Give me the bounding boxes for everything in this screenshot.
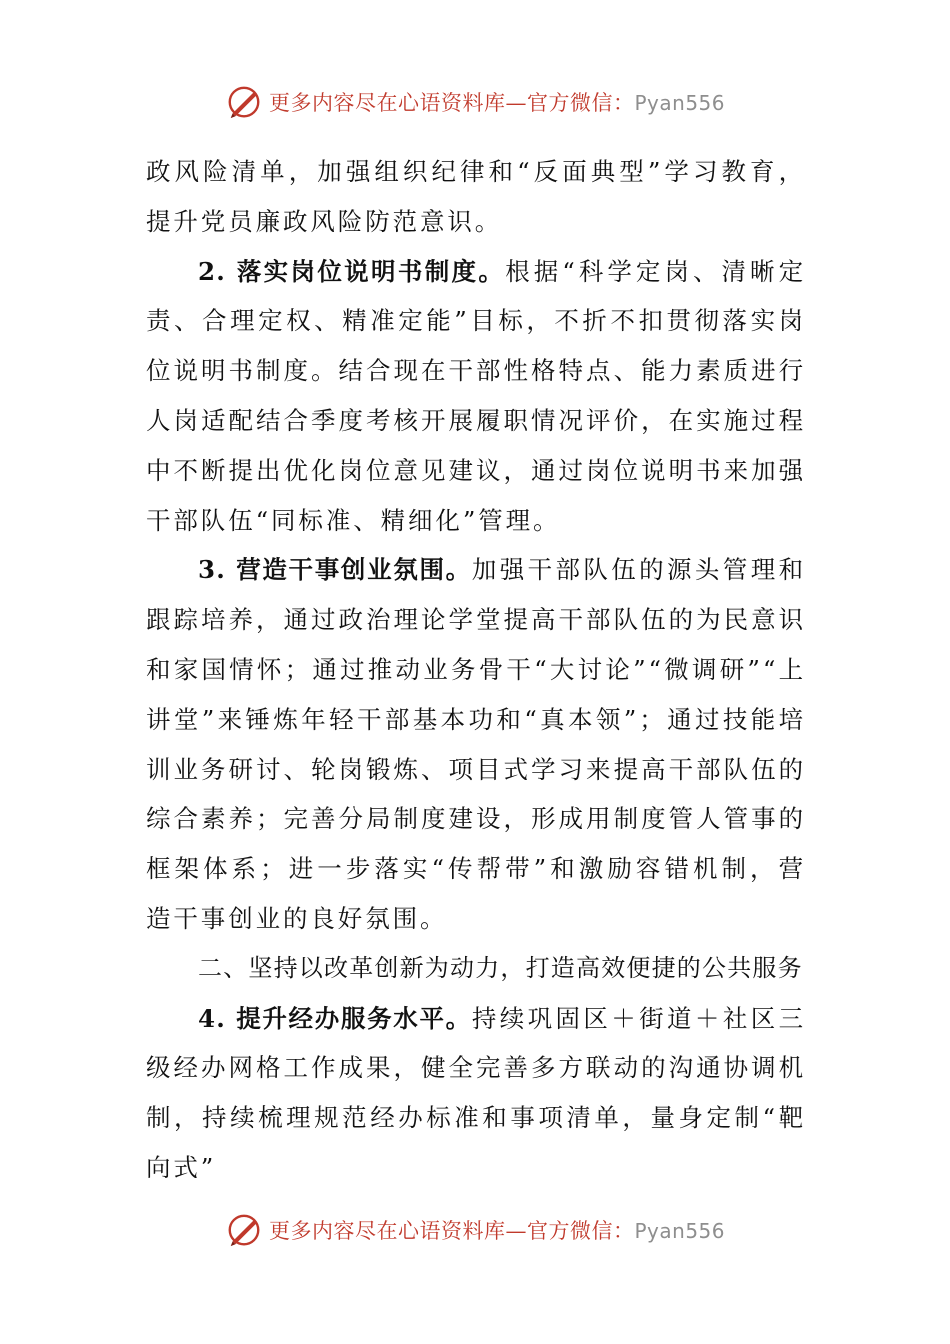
banner-text xyxy=(269,87,725,117)
banner-text xyxy=(269,1215,725,1245)
paragraph-item-3 xyxy=(146,545,806,943)
footer-banner xyxy=(0,1210,950,1250)
paragraph-text: 根据“科学定岗、清晰定责、合理定权、精准定能”目标，不折不扣贯彻落实岗位说明书制度。结合现在干部性格特点、能力素质进行人岗适配结合季度考核开展履职情况评价，在实施过程中不断提出优化岗位意见建议，通过岗位说明书来加强干部队伍“同标准、精细化”管理。 xyxy=(146,256,806,535)
pen-logo-icon xyxy=(225,83,263,121)
paragraph-text: 加强干部队伍的源头管理和跟踪培养，通过政治理论学堂提高干部队伍的为民意识和家国情怀；通过推动业务骨干“大讨论”“微调研”“上讲堂”来锤炼年轻干部基本功和“真本领”；通过技能培训业务研讨、轮岗锻炼、项目式学习来提高干部队伍的综合素养；完善分局制度建设，形成用制度管人管事的框架体系；进一步落实“传帮带”和激励容错机制，营造干事创业的良好氛围。 xyxy=(146,555,806,933)
document-body xyxy=(146,147,806,1193)
paragraph-text: 持续巩固区＋街道＋社区三级经办网格工作成果，健全完善多方联动的沟通协调机制，持续梳理规范经办标准和事项清单，量身定制“靶向式” xyxy=(146,1003,806,1182)
paragraph-text: 政风险清单，加强组织纪律和“反面典型”学习教育，提升党员廉政风险防范意识。 xyxy=(146,157,806,236)
pen-logo-icon xyxy=(225,1211,263,1249)
banner-slogan: 更多内容尽在心语资料库—官方微信： xyxy=(268,1219,635,1243)
paragraph-lead: 2. 落实岗位说明书制度。 xyxy=(198,256,506,286)
paragraph-item-2 xyxy=(146,247,806,546)
paragraph-lead: 3. 营造干事创业氛围。 xyxy=(198,555,472,585)
header-banner xyxy=(0,82,950,122)
banner-wechat-id: Pyan556 xyxy=(634,1219,725,1243)
banner-wechat-id: Pyan556 xyxy=(634,91,725,115)
banner-slogan: 更多内容尽在心语资料库—官方微信： xyxy=(268,91,635,115)
paragraph-continuation xyxy=(146,147,806,247)
paragraph-lead: 4. 提升经办服务水平。 xyxy=(198,1003,472,1033)
section-heading: 二、坚持以改革创新为动力，打造高效便捷的公共服务 xyxy=(198,953,803,982)
paragraph-item-4 xyxy=(146,994,806,1193)
